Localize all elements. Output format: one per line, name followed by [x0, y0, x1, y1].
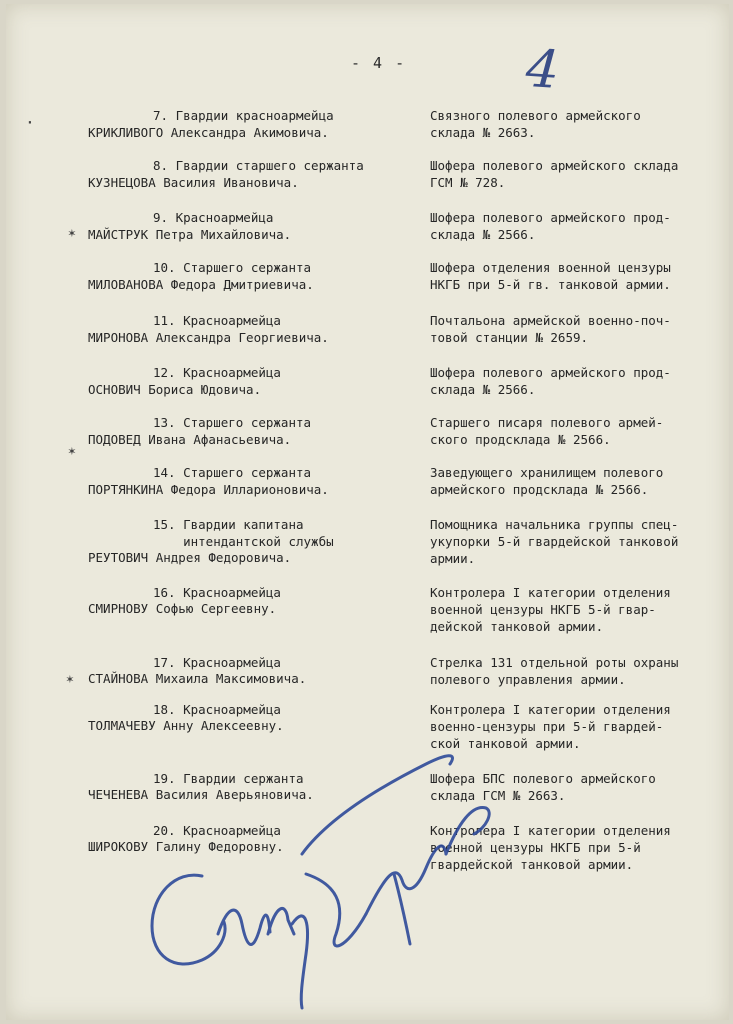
signature-stroke — [302, 756, 453, 854]
page-number: - 4 - — [351, 54, 407, 72]
entry-person-name: МИРОНОВА Александра Георгиевича. — [88, 330, 329, 345]
entry-person-name: РЕУТОВИЧ Андрея Федоровича. — [88, 550, 292, 565]
entry-rank: 7. Гвардии красноармейца — [153, 108, 334, 123]
entry-person-name: ТОЛМАЧЕВУ Анну Алексеевну. — [88, 718, 284, 733]
signature-stroke — [366, 846, 446, 914]
entry-person-name: ПОДОВЕД Ивана Афанасьевича. — [88, 432, 292, 447]
entry-rank: 16. Красноармейца — [153, 585, 281, 600]
entry-person-name: КУЗНЕЦОВА Василия Ивановича. — [88, 175, 299, 190]
entry-position: Старшего писаря полевого армей- ского продсклада № 2566. — [430, 415, 664, 447]
edge-mark: ✶ — [68, 226, 76, 241]
edge-mark: · — [26, 116, 34, 131]
signature-stroke — [306, 874, 366, 946]
entry-position: Контролера I категории отделения военной цензуры НКГБ при 5-й гвардейской танковой армии. — [430, 823, 671, 872]
entry-person-name: ОСНОВИЧ Бориса Юдовича. — [88, 382, 262, 397]
entry-rank: 13. Старшего сержанта — [153, 415, 312, 430]
entry-position: Шофера отделения военной цензуры НКГБ при 5-й гв. танковой армии. — [430, 260, 671, 292]
entry-position: Контролера I категории отделения военной цензуры НКГБ 5-й гвар- дейской танковой армии. — [430, 585, 671, 634]
edge-mark: ✶ — [68, 444, 76, 459]
entry-position: Связного полевого армейского склада № 2663. — [430, 108, 641, 140]
entry-position: Контролера I категории отделения военно-цензуры при 5-й гвардей- ской танковой армии. — [430, 702, 671, 751]
signature-stroke — [152, 875, 225, 964]
entry-person-name: СМИРНОВУ Софью Сергеевну. — [88, 601, 277, 616]
entry-position: Шофера полевого армейского склада ГСМ № 728. — [430, 158, 679, 190]
entry-rank: 10. Старшего сержанта — [153, 260, 312, 275]
document-page — [6, 4, 729, 1020]
entry-rank: 8. Гвардии старшего сержанта — [153, 158, 364, 173]
entry-position: Почтальона армейской военно-поч- товой станции № 2659. — [430, 313, 671, 345]
entry-rank: 19. Гвардии сержанта — [153, 771, 304, 786]
entry-position: Шофера полевого армейского прод- склада № 2566. — [430, 365, 671, 397]
entry-position: Стрелка 131 отдельной роты охраны полевого управления армии. — [430, 655, 679, 687]
entry-person-name: ПОРТЯНКИНА Федора Илларионовича. — [88, 482, 329, 497]
entry-person-name: МАЙСТРУК Петра Михайловича. — [88, 227, 292, 242]
entry-rank: 12. Красноармейца — [153, 365, 281, 380]
signature-stroke — [394, 874, 410, 944]
entry-person-name: ЧЕЧЕНЕВА Василия Аверьяновича. — [88, 787, 314, 802]
entry-person-name: МИЛОВАНОВА Федора Дмитриевича. — [88, 277, 314, 292]
entry-rank: 15. Гвардии капитана интендантской службы — [153, 517, 334, 549]
entry-person-name: ШИРОКОВУ Галину Федоровну. — [88, 839, 284, 854]
signature-stroke — [292, 916, 307, 1008]
entry-rank: 11. Красноармейца — [153, 313, 281, 328]
signature-stroke — [268, 908, 294, 934]
signature-stroke — [446, 807, 489, 854]
handwritten-folio-number: 4 — [523, 38, 562, 102]
entry-rank: 18. Красноармейца — [153, 702, 281, 717]
entry-person-name: СТАЙНОВА Михаила Максимовича. — [88, 671, 307, 686]
entry-position: Заведующего хранилищем полевого армейского продсклада № 2566. — [430, 465, 664, 497]
entry-position: Шофера БПС полевого армейского склада ГСМ № 2663. — [430, 771, 656, 803]
entry-person-name: КРИКЛИВОГО Александра Акимовича. — [88, 125, 329, 140]
entry-position: Шофера полевого армейского прод- склада № 2566. — [430, 210, 671, 242]
edge-mark: ✶ — [66, 672, 74, 687]
signatures — [6, 4, 729, 1020]
entry-position: Помощника начальника группы спец- укупорки 5-й гвардейской танковой армии. — [430, 517, 679, 566]
entry-rank: 17. Красноармейца — [153, 655, 281, 670]
entry-rank: 14. Старшего сержанта — [153, 465, 312, 480]
entry-rank: 9. Красноармейца — [153, 210, 274, 225]
entry-rank: 20. Красноармейца — [153, 823, 281, 838]
